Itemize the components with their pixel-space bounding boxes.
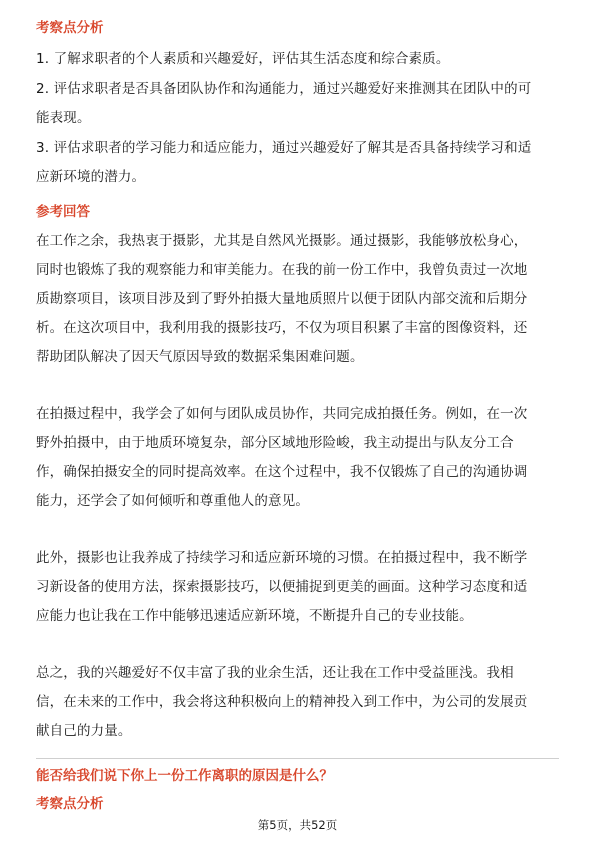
answer-paragraph-1-line-5: 帮助团队解决了因天气原因导致的数据采集困难问题。 <box>36 349 364 365</box>
analysis-heading: 考察点分析 <box>36 20 104 36</box>
answer-paragraph-3-line-1: 此外，摄影也让我养成了持续学习和适应新环境的习惯。在拍摄过程中，我不断学 <box>36 550 528 566</box>
analysis-item-2-line-2: 能表现。 <box>36 110 91 126</box>
analysis-item-2-line-1: 2. 评估求职者是否具备团队协作和沟通能力，通过兴趣爱好来推测其在团队中的可 <box>36 81 532 97</box>
answer-paragraph-1-line-4: 析。在这次项目中，我利用我的摄影技巧，不仅为项目积累了丰富的图像资料，还 <box>36 320 528 336</box>
answer-paragraph-2-line-1: 在拍摄过程中，我学会了如何与团队成员协作，共同完成拍摄任务。例如，在一次 <box>36 406 528 422</box>
answer-paragraph-1-line-3: 质勘察项目，该项目涉及到了野外拍摄大量地质照片以便于团队内部交流和后期分 <box>36 291 528 307</box>
answer-paragraph-2-line-4: 能力，还学会了如何倾听和尊重他人的意见。 <box>36 493 309 509</box>
answer-paragraph-2-line-2: 野外拍摄中，由于地质环境复杂，部分区域地形险峻，我主动提出与队友分工合 <box>36 435 514 451</box>
answer-paragraph-3-line-2: 习新设备的使用方法，探索摄影技巧，以便捕捉到更美的画面。这种学习态度和适 <box>36 579 528 595</box>
answer-paragraph-4-line-2: 信，在未来的工作中，我会将这种积极向上的精神投入到工作中，为公司的发展贡 <box>36 694 528 710</box>
analysis-item-3-line-2: 应新环境的潜力。 <box>36 169 146 185</box>
answer-paragraph-1-line-2: 同时也锻炼了我的观察能力和审美能力。在我的前一份工作中，我曾负责过一次地 <box>36 262 528 278</box>
answer-paragraph-3-line-3: 应能力也让我在工作中能够迅速适应新环境，不断提升自己的专业技能。 <box>36 608 473 624</box>
answer-paragraph-2-line-3: 作，确保拍摄安全的同时提高效率。在这个过程中，我不仅锻炼了自己的沟通协调 <box>36 464 528 480</box>
reference-answer-heading: 参考回答 <box>36 204 90 220</box>
next-question-title: 能否给我们说下你上一份工作离职的原因是什么？ <box>36 768 333 784</box>
answer-paragraph-4-line-1: 总之，我的兴趣爱好不仅丰富了我的业余生活，还让我在工作中受益匪浅。我相 <box>36 665 514 681</box>
next-analysis-heading: 考察点分析 <box>36 796 104 812</box>
answer-paragraph-4-line-3: 献自己的力量。 <box>36 723 132 739</box>
analysis-item-1-line-1: 1. 了解求职者的个人素质和兴趣爱好，评估其生活态度和综合素质。 <box>36 51 450 67</box>
page-footer: 第5页，共52页 <box>257 818 338 832</box>
section-divider <box>36 758 559 759</box>
analysis-item-3-line-1: 3. 评估求职者的学习能力和适应能力，通过兴趣爱好了解其是否具备持续学习和适 <box>36 140 532 156</box>
answer-paragraph-1-line-1: 在工作之余，我热衷于摄影，尤其是自然风光摄影。通过摄影，我能够放松身心， <box>36 233 528 249</box>
